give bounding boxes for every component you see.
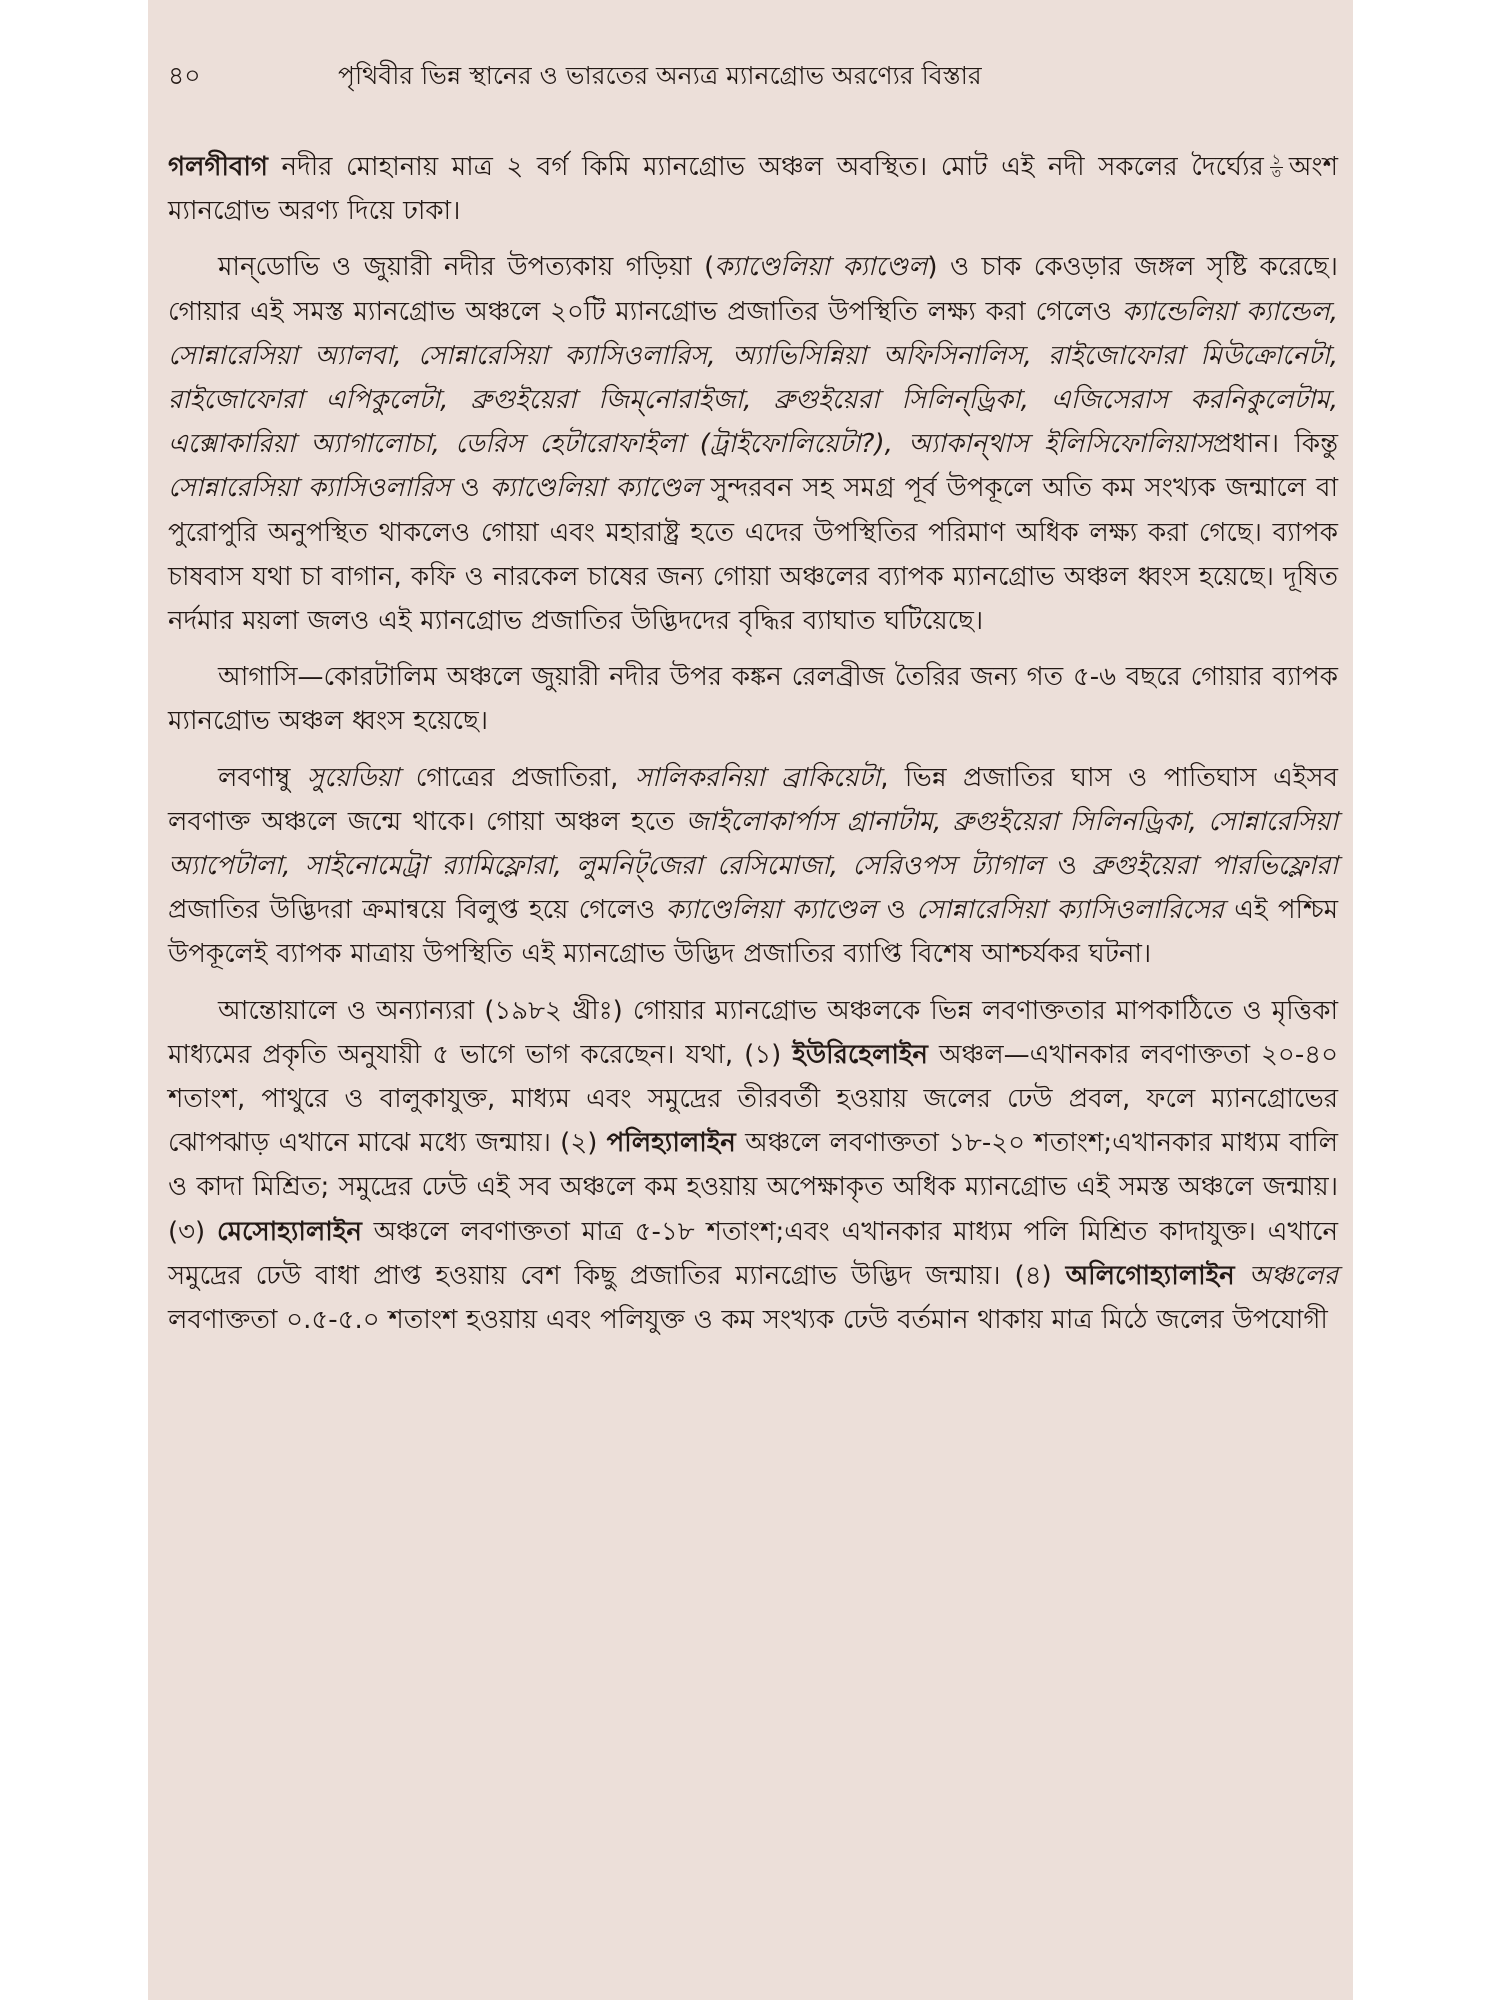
- fraction-numerator: ১: [1270, 154, 1283, 168]
- paragraph: [168, 245, 1338, 643]
- species-name: ব্রুগুইয়েরা পারভিফ্লোরা: [1091, 851, 1338, 882]
- text-run: অঞ্চল—এখানকার লবণাক্ততা ২০-৪০ শতাংশ, পাথুরে ও বালুকাযুক্ত, মাধ্যম এবং সমুদ্রের তীরবর্তী হওয়ায় জলের ঢেউ প্রবল, ফলে ম্যানগ্রোভের ঝোপঝাড় এখানে মাঝে মধ্যে জন্মায়। (২): [168, 1039, 1338, 1159]
- fraction: [1270, 154, 1283, 181]
- bold-term: ইউরিহেলাইন: [792, 1039, 928, 1070]
- text-run: আগাসি—কোরটালিম অঞ্চলে জুয়ারী নদীর উপর কঙ্কন রেলব্রীজ তৈরির জন্য গত ৫-৬ বছরে গোয়ার ব্যাপক ম্যানগ্রোভ অঞ্চল ধ্বংস হয়েছে।: [168, 662, 1338, 737]
- text-run: ও: [876, 895, 917, 926]
- species-name: সালিকরনিয়া ব্রাকিয়েটা: [634, 762, 881, 793]
- text-run: , ভিন্ন প্রজাতির ঘাস ও পাতিঘাস এইসব লবণাক্ত অঞ্চলে জন্মে থাকে। গোয়া অঞ্চল হতে: [168, 762, 1339, 837]
- text-run: লবণাম্বু: [218, 762, 307, 793]
- text-run: প্রধান। কিন্তু: [1212, 429, 1338, 460]
- text-run: অংশ ম্যানগ্রোভ অরণ্য দিয়ে ঢাকা।: [168, 152, 1338, 227]
- species-name: সোন্নারেসিয়া ক্যাসিওলারিস: [168, 473, 451, 504]
- paragraph: [168, 989, 1338, 1343]
- text-run: প্রজাতির উদ্ভিদরা ক্রমান্বয়ে বিলুপ্ত হয়ে গেলেও: [168, 895, 666, 926]
- bold-term: মেসোহ্যালাইন: [217, 1216, 362, 1247]
- running-title: পৃথিবীর ভিন্ন স্থানের ও ভারতের অন্যত্র ম্যানগ্রোভ অরণ্যের বিস্তার: [338, 61, 982, 90]
- species-name: সোন্নারেসিয়া ক্যাসিওলারিসের: [916, 895, 1224, 926]
- species-name: ক্যান্ডেলিয়া ক্যান্ডেল, সোন্নারেসিয়া অ্যালবা, সোন্নারেসিয়া ক্যাসিওলারিস, অ্যাভিসিন্নিয়া অফিসিনালিস, রাইজোফোরা মিউক্রোনেটা, রাইজোফোরা এপিকুলেটা, ব্রুগুইয়েরা জিম্‌নোরাইজা, ব্রুগুইয়েরা সিলিন্‌ড্রিকা, এজিসেরাস করনিকুলেটাম, এক্সোকারিয়া অ্যাগালোচা, ডেরিস হেটারোফাইলা (ট্রাইফোলিয়েটা?), অ্যাকান্‌থাস ইলিসিফোলিয়াস: [168, 296, 1338, 460]
- species-name: অঞ্চলের: [1234, 1260, 1338, 1291]
- text-run: গোত্রের প্রজাতিরা,: [399, 762, 635, 793]
- text-run: এই পশ্চিম উপকূলেই ব্যাপক মাত্রায় উপস্থিতি এই ম্যানগ্রোভ উদ্ভিদ প্রজাতির ব্যাপ্তি বিশেষ আশ্চর্যকর ঘটনা।: [168, 895, 1339, 970]
- bold-term: পলিহ্যালাইন: [606, 1128, 736, 1159]
- text-run: ) ও চাক কেওড়ার জঙ্গল সৃষ্টি করেছে। গোয়ার এই সমস্ত ম্যানগ্রোভ অঞ্চলে ২০টি ম্যানগ্রোভ প্রজাতির উপস্থিতি লক্ষ্য করা গেলেও: [168, 252, 1338, 327]
- species-name: ক্যাণ্ডেলিয়া ক্যাণ্ডেল: [489, 473, 701, 504]
- text-run: মান্‌ডোভি ও জুয়ারী নদীর উপত্যকায় গড়িয়া (: [218, 252, 715, 283]
- paragraph: [168, 756, 1338, 977]
- species-name: ক্যাণ্ডেলিয়া ক্যাণ্ডেল: [714, 252, 928, 283]
- paragraph: [168, 655, 1338, 743]
- species-name: ক্যাণ্ডেলিয়া ক্যাণ্ডেল: [665, 895, 877, 926]
- fraction-denominator: ৩: [1271, 166, 1281, 182]
- species-name: জাইলোকার্পাস গ্রানাটাম, ব্রুগুইয়েরা সিলিনড্রিকা, সোন্নারেসিয়া অ্যাপেটালা, সাইনোমেট্রা র‍্যামিফ্লোরা, লুমনিট্‌জেরা রেসিমোজা, সেরিওপস ট্যাগাল: [168, 806, 1338, 882]
- page-body: [168, 145, 1338, 1354]
- text-run: ও: [1043, 851, 1092, 882]
- bold-term: গলগীবাগ: [168, 152, 268, 182]
- bold-term: অলিগোহ্যালাইন: [1065, 1260, 1235, 1291]
- text-run: অঞ্চলে লবণাক্ততা মাত্র ৫-১৮ শতাংশ;এবং এখানকার মাধ্যম পলি মিশ্রিত কাদাযুক্ত। এখানে সমুদ্রের ঢেউ বাধা প্রাপ্ত হওয়ায় বেশ কিছু প্রজাতির ম্যানগ্রোভ উদ্ভিদ জন্মায়। (৪): [168, 1216, 1338, 1291]
- paragraph: [168, 145, 1338, 233]
- book-page: [148, 0, 1353, 2000]
- text-run: ও: [450, 473, 490, 504]
- text-run: সুন্দরবন সহ সমগ্র পূর্ব উপকূলে অতি কম সংখ্যক জন্মালে বা পুরোপুরি অনুপস্থিত থাকলেও গোয়া এবং মহারাষ্ট্র হতে এদের উপস্থিতির পরিমাণ অধিক লক্ষ্য করা গেছে। ব্যাপক চাষবাস যথা চা বাগান, কফি ও নারকেল চাষের জন্য গোয়া অঞ্চলের ব্যাপক ম্যানগ্রোভ অঞ্চল ধ্বংস হয়েছে। দূষিত নর্দমার ময়লা জলও এই ম্যানগ্রোভ প্রজাতির উদ্ভিদদের বৃদ্ধির ব্যাঘাত ঘটিয়েছে।: [168, 473, 1339, 637]
- text-run: নদীর মোহানায় মাত্র ২ বর্গ কিমি ম্যানগ্রোভ অঞ্চল অবস্থিত। মোট এই নদী সকলের দৈর্ঘ্যের: [267, 152, 1264, 182]
- text-run: লবণাক্ততা ০.৫-৫.০ শতাংশ হওয়ায় এবং পলিযুক্ত ও কম সংখ্যক ঢেউ বর্তমান থাকায় মাত্র মিঠে জলের উপযোগী: [168, 1305, 1328, 1336]
- text-run: অঞ্চলে লবণাক্ততা ১৮-২০ শতাংশ;এখানকার মাধ্যম বালি ও কাদা মিশ্রিত; সমুদ্রের ঢেউ এই সব অঞ্চলে কম হওয়ায় অপেক্ষাকৃত অধিক ম্যানগ্রোভ এই সমস্ত অঞ্চলে জন্মায়। (৩): [168, 1128, 1338, 1247]
- page-number: ৪০: [168, 61, 201, 90]
- text-run: আন্তোয়ালে ও অন্যান্যরা (১৯৮২ খ্রীঃ) গোয়ার ম্যানগ্রোভ অঞ্চলকে ভিন্ন লবণাক্ততার মাপকাঠিতে ও মৃত্তিকা মাধ্যমের প্রকৃতি অনুযায়ী ৫ ভাগে ভাগ করেছেন। যথা, (১): [168, 995, 1338, 1070]
- species-name: সুয়েডিয়া: [306, 762, 400, 793]
- page-header: [168, 50, 1333, 98]
